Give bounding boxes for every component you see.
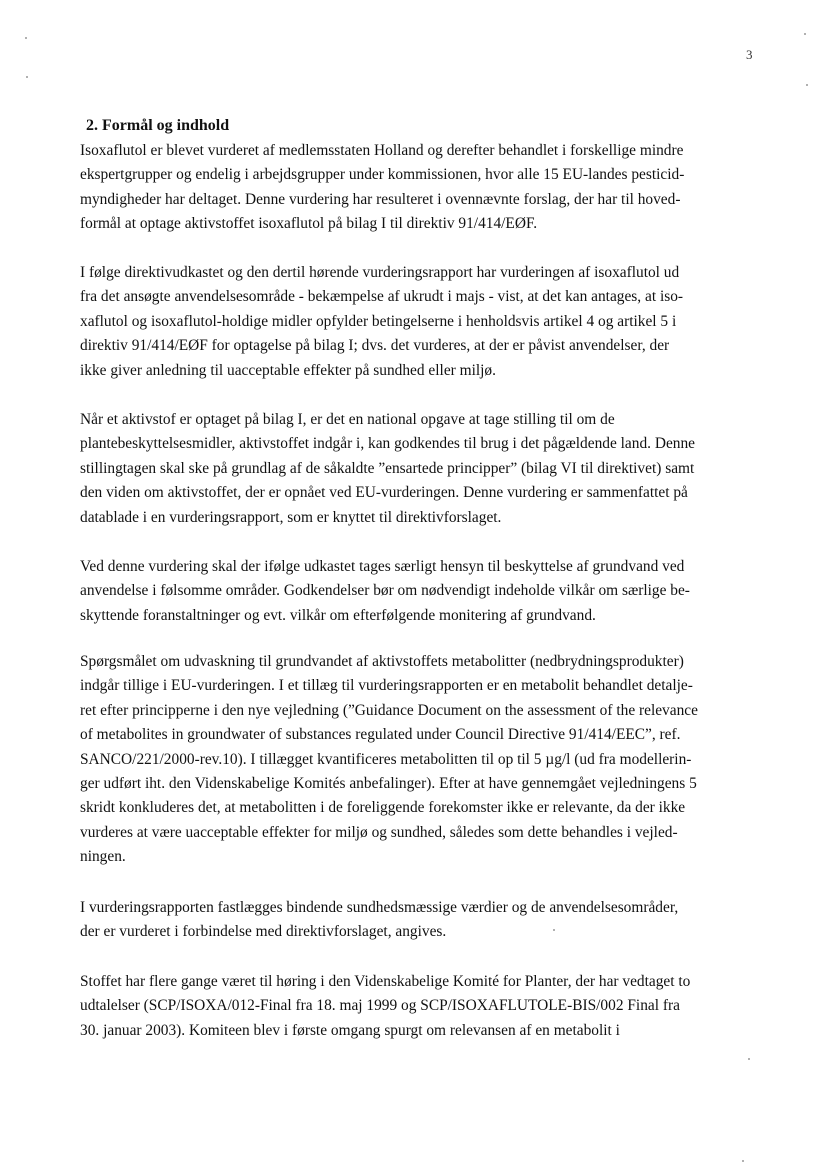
paragraph-metabolites	[80, 650, 698, 870]
text-line: 30. januar 2003). Komiteen blev i første omgang spurgt om relevansen af en metabolit i	[80, 1021, 620, 1039]
scan-speck	[804, 33, 806, 35]
text-line: xaflutol og isoxaflutol-holdige midler opfylder betingelserne i henholdsvis artikel 4 og artikel 5 i	[80, 312, 677, 330]
text-line: myndigheder har deltaget. Denne vurdering har resulteret i ovennævnte forslag, der har til hoved-	[80, 190, 681, 208]
text-line: ekspertgrupper og endelig i arbejdsgrupper under kommissionen, hvor alle 15 EU-landes pesticid-	[80, 166, 685, 184]
text-line: ningen.	[80, 848, 126, 866]
scan-speck	[25, 37, 27, 39]
text-line: of metabolites in groundwater of substances regulated under Council Directive 91/414/EEC”, ref.	[80, 726, 681, 744]
text-line: der er vurderet i forbindelse med direktivforslaget, angives.	[80, 923, 447, 941]
text-line: SANCO/221/2000-rev.10). I tillægget kvantificeres metabolitten til op til 5 µg/l (ud fra modellerin-	[80, 750, 692, 768]
scan-speck	[26, 76, 28, 78]
text-line: Spørgsmålet om udvaskning til grundvandet af aktivstoffets metabolitter (nedbrydningsprodukter)	[80, 653, 684, 670]
paragraph-groundwater	[80, 555, 690, 628]
text-line: datablade i en vurderingsrapport, som er knyttet til direktivforslaget.	[80, 508, 502, 526]
text-line: indgår tillige i EU-vurderingen. I et tillæg til vurderingsrapporten er en metabolit behandlet detalje-	[80, 677, 693, 695]
text-line: skyttende foranstaltninger og evt. vilkår om efterfølgende monitering af grundvand.	[80, 606, 596, 624]
text-line: I vurderingsrapporten fastlægges bindende sundhedsmæssige værdier og de anvendelsesområder,	[80, 899, 679, 916]
paragraph-national-approval	[80, 408, 695, 530]
text-line: plantebeskyttelsesmidler, aktivstoffet indgår i, kan godkendes til brug i det pågældende land. Denne	[80, 435, 696, 453]
text-line: fra det ansøgte anvendelsesområde - bekæmpelse af ukrudt i majs - vist, at det kan antages, at iso-	[80, 288, 684, 306]
text-line: vurderes at være uacceptable effekter for miljø og sundhed, således som dette behandles i vejled-	[80, 823, 678, 841]
paragraph-intro	[80, 139, 684, 237]
text-line: I følge direktivudkastet og den dertil hørende vurderingsrapport har vurderingen af isoxaflutol ud	[80, 264, 680, 281]
page-number: 3	[746, 47, 753, 62]
text-line: ger udført iht. den Videnskabelige Komités anbefalinger). Efter at have gennemgået vejledningens 5	[80, 775, 697, 793]
text-line: Isoxaflutol er blevet vurderet af medlemsstaten Holland og derefter behandlet i forskellige mindre	[80, 142, 684, 159]
paragraph-report-values	[80, 896, 678, 945]
text-line: ikke giver anledning til uacceptable effekter på sundhed eller miljø.	[80, 361, 496, 379]
section-heading: 2. Formål og indhold	[86, 117, 230, 134]
text-line: direktiv 91/414/EØF for optagelse på bilag I; dvs. det vurderes, at der er påvist anvendelser, der	[80, 337, 670, 355]
scan-speck	[748, 1058, 750, 1060]
text-line: anvendelse i følsomme områder. Godkendelser bør om nødvendigt indeholde vilkår om særlige be-	[80, 582, 690, 600]
paragraph-assessment	[80, 261, 683, 383]
scan-speck	[553, 929, 555, 931]
text-line: skridt konkluderes det, at metabolitten i de foreliggende forekomster ikke er relevante, da der ikke	[80, 799, 686, 817]
scan-speck	[806, 84, 808, 86]
paragraph-scientific-committee	[80, 970, 690, 1043]
text-line: stillingtagen skal ske på grundlag af de såkaldte ”ensartede principper” (bilag VI til direktivet) samt	[80, 459, 695, 477]
text-line: den viden om aktivstoffet, der er opnået ved EU-vurderingen. Denne vurdering er sammenfattet på	[80, 484, 688, 502]
text-line: ret efter principperne i den nye vejledning (”Guidance Document on the assessment of the relevance	[80, 701, 698, 719]
scan-speck	[742, 1160, 744, 1162]
text-line: formål at optage aktivstoffet isoxaflutol på bilag I til direktiv 91/414/EØF.	[80, 215, 538, 233]
text-line: Når et aktivstof er optaget på bilag I, er det en national opgave at tage stilling til om de	[80, 411, 615, 428]
text-line: Ved denne vurdering skal der ifølge udkastet tages særligt hensyn til beskyttelse af grundvand ved	[80, 558, 685, 575]
text-line: Stoffet har flere gange været til høring i den Videnskabelige Komité for Planter, der har vedtaget to	[80, 973, 691, 990]
text-line: udtalelser (SCP/ISOXA/012-Final fra 18. maj 1999 og SCP/ISOXAFLUTOLE-BIS/002 Final fra	[80, 997, 680, 1015]
